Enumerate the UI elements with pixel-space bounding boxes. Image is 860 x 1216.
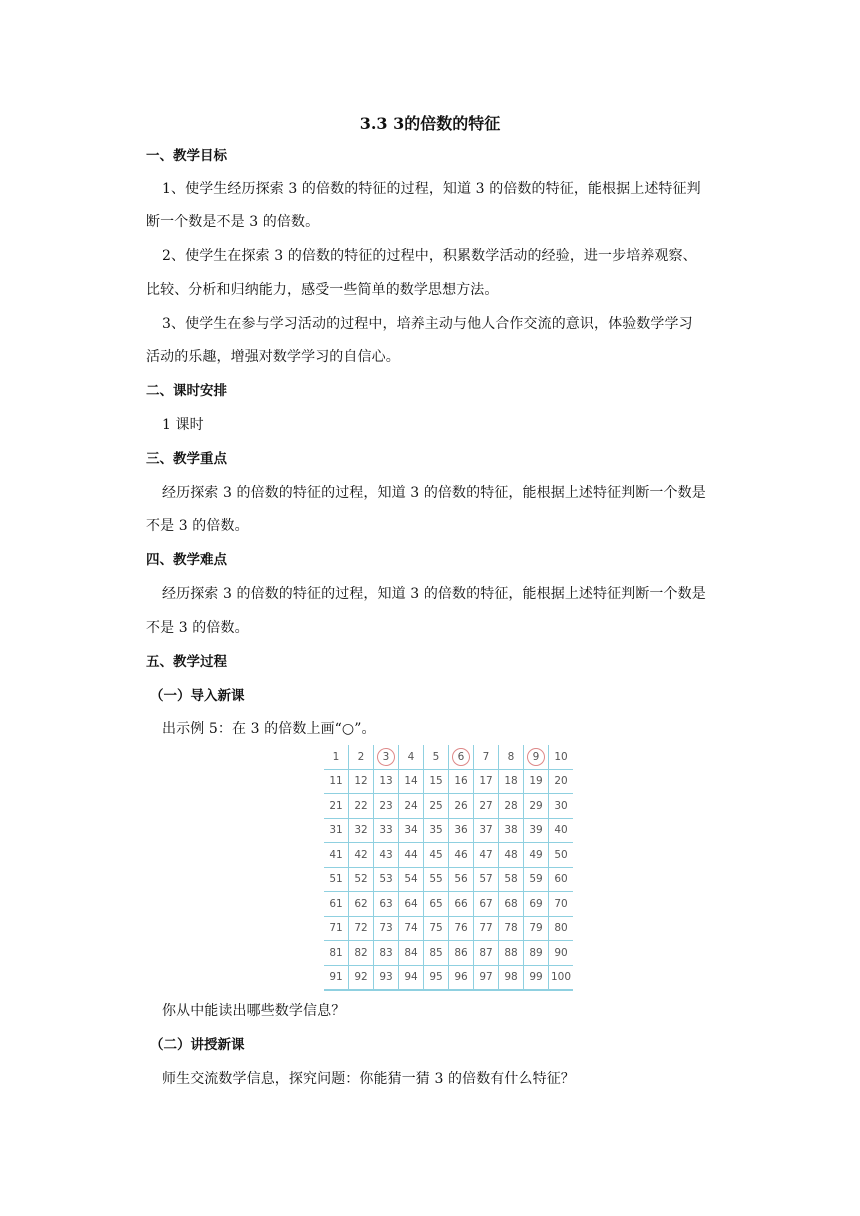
objective-3-line-1: 3、使学生在参与学习活动的过程中，培养主动与他人合作交流的意识，体验数学学习 [162,316,693,332]
grid-cell-9: 9 [524,745,549,769]
grid-cell-60: 60 [549,867,574,892]
grid-cell-5: 5 [424,745,449,769]
grid-cell-73: 73 [374,916,399,941]
grid-cell-88: 88 [499,941,524,966]
grid-cell-61: 61 [324,892,349,917]
grid-cell-83: 83 [374,941,399,966]
grid-row [324,745,573,769]
grid-cell-90: 90 [549,941,574,966]
document-title: 3.3 3的倍数的特征 [359,114,501,133]
grid-cell-22: 22 [349,794,374,819]
grid-cell-45: 45 [424,843,449,868]
objective-3-line-2: 活动的乐趣，增强对数学学习的自信心。 [146,349,400,365]
grid-cell-1: 1 [324,745,349,769]
grid-cell-33: 33 [374,818,399,843]
grid-cell-19: 19 [524,769,549,794]
grid-cell-29: 29 [524,794,549,819]
grid-row [324,916,573,941]
grid-cell-52: 52 [349,867,374,892]
grid-cell-2: 2 [349,745,374,769]
objective-1-line-2: 断一个数是不是 3 的倍数。 [146,214,320,230]
schedule-text: 1 课时 [162,417,204,433]
grid-cell-41: 41 [324,843,349,868]
objective-2-line-2: 比较、分析和归纳能力，感受一些简单的数学思想方法。 [146,282,499,298]
example-text: 出示例 5：在 3 的倍数上画“○”。 [162,721,376,737]
grid-cell-12: 12 [349,769,374,794]
grid-cell-91: 91 [324,965,349,990]
grid-cell-64: 64 [399,892,424,917]
grid-cell-65: 65 [424,892,449,917]
grid-cell-51: 51 [324,867,349,892]
grid-cell-7: 7 [474,745,499,769]
grid-cell-82: 82 [349,941,374,966]
grid-cell-14: 14 [399,769,424,794]
grid-cell-69: 69 [524,892,549,917]
grid-cell-71: 71 [324,916,349,941]
grid-cell-78: 78 [499,916,524,941]
grid-cell-8: 8 [499,745,524,769]
grid-cell-11: 11 [324,769,349,794]
grid-cell-24: 24 [399,794,424,819]
hundred-number-grid [324,745,573,991]
grid-cell-67: 67 [474,892,499,917]
grid-row [324,769,573,794]
grid-cell-53: 53 [374,867,399,892]
grid-cell-28: 28 [499,794,524,819]
grid-row [324,867,573,892]
grid-cell-76: 76 [449,916,474,941]
section-heading-objectives: 一、教学目标 [146,148,227,164]
grid-cell-36: 36 [449,818,474,843]
grid-cell-96: 96 [449,965,474,990]
grid-cell-3: 3 [374,745,399,769]
grid-cell-4: 4 [399,745,424,769]
objective-2-line-1: 2、使学生在探索 3 的倍数的特征的过程中，积累数学活动的经验，进一步培养观察、 [162,248,697,264]
grid-cell-97: 97 [474,965,499,990]
grid-cell-40: 40 [549,818,574,843]
subsection-new-lesson: （二）讲授新课 [150,1037,245,1053]
discussion-text: 师生交流数学信息，探究问题：你能猜一猜 3 的倍数有什么特征？ [162,1071,575,1087]
grid-cell-54: 54 [399,867,424,892]
difficulties-line-1: 经历探索 3 的倍数的特征的过程，知道 3 的倍数的特征，能根据上述特征判断一个数是 [162,586,706,602]
grid-cell-86: 86 [449,941,474,966]
grid-cell-94: 94 [399,965,424,990]
grid-cell-48: 48 [499,843,524,868]
grid-cell-62: 62 [349,892,374,917]
grid-row [324,843,573,868]
question-text: 你从中能读出哪些数学信息？ [162,1003,346,1019]
grid-cell-92: 92 [349,965,374,990]
grid-cell-100: 100 [549,965,574,990]
grid-cell-70: 70 [549,892,574,917]
grid-cell-16: 16 [449,769,474,794]
grid-cell-20: 20 [549,769,574,794]
grid-cell-10: 10 [549,745,574,769]
grid-cell-42: 42 [349,843,374,868]
grid-row [324,818,573,843]
grid-cell-35: 35 [424,818,449,843]
grid-row [324,892,573,917]
difficulties-line-2: 不是 3 的倍数。 [146,620,249,636]
grid-cell-50: 50 [549,843,574,868]
grid-cell-18: 18 [499,769,524,794]
subsection-intro: （一）导入新课 [150,688,245,704]
grid-cell-58: 58 [499,867,524,892]
grid-row [324,965,573,990]
section-heading-schedule: 二、课时安排 [146,383,227,399]
section-heading-key-points: 三、教学重点 [146,451,227,467]
key-points-line-1: 经历探索 3 的倍数的特征的过程，知道 3 的倍数的特征，能根据上述特征判断一个数是 [162,485,706,501]
grid-cell-85: 85 [424,941,449,966]
grid-cell-32: 32 [349,818,374,843]
grid-cell-81: 81 [324,941,349,966]
grid-cell-99: 99 [524,965,549,990]
grid-cell-43: 43 [374,843,399,868]
grid-cell-56: 56 [449,867,474,892]
grid-cell-25: 25 [424,794,449,819]
grid-cell-95: 95 [424,965,449,990]
grid-row [324,941,573,966]
grid-cell-68: 68 [499,892,524,917]
grid-cell-80: 80 [549,916,574,941]
section-heading-process: 五、教学过程 [146,654,227,670]
grid-cell-6: 6 [449,745,474,769]
grid-cell-21: 21 [324,794,349,819]
key-points-line-2: 不是 3 的倍数。 [146,518,249,534]
grid-cell-57: 57 [474,867,499,892]
grid-cell-34: 34 [399,818,424,843]
grid-cell-87: 87 [474,941,499,966]
grid-cell-39: 39 [524,818,549,843]
grid-cell-84: 84 [399,941,424,966]
grid-cell-47: 47 [474,843,499,868]
grid-cell-55: 55 [424,867,449,892]
grid-cell-23: 23 [374,794,399,819]
grid-cell-37: 37 [474,818,499,843]
grid-cell-77: 77 [474,916,499,941]
grid-cell-38: 38 [499,818,524,843]
objective-1-line-1: 1、使学生经历探索 3 的倍数的特征的过程，知道 3 的倍数的特征，能根据上述特征判 [162,181,701,197]
grid-cell-49: 49 [524,843,549,868]
grid-cell-63: 63 [374,892,399,917]
grid-cell-31: 31 [324,818,349,843]
grid-cell-44: 44 [399,843,424,868]
grid-row [324,794,573,819]
grid-cell-13: 13 [374,769,399,794]
grid-cell-59: 59 [524,867,549,892]
grid-cell-66: 66 [449,892,474,917]
grid-cell-15: 15 [424,769,449,794]
grid-cell-27: 27 [474,794,499,819]
grid-cell-72: 72 [349,916,374,941]
grid-cell-26: 26 [449,794,474,819]
grid-cell-46: 46 [449,843,474,868]
grid-cell-89: 89 [524,941,549,966]
grid-cell-17: 17 [474,769,499,794]
grid-cell-75: 75 [424,916,449,941]
grid-cell-74: 74 [399,916,424,941]
grid-cell-30: 30 [549,794,574,819]
grid-cell-93: 93 [374,965,399,990]
grid-cell-98: 98 [499,965,524,990]
grid-cell-79: 79 [524,916,549,941]
section-heading-difficulties: 四、教学难点 [146,552,227,568]
